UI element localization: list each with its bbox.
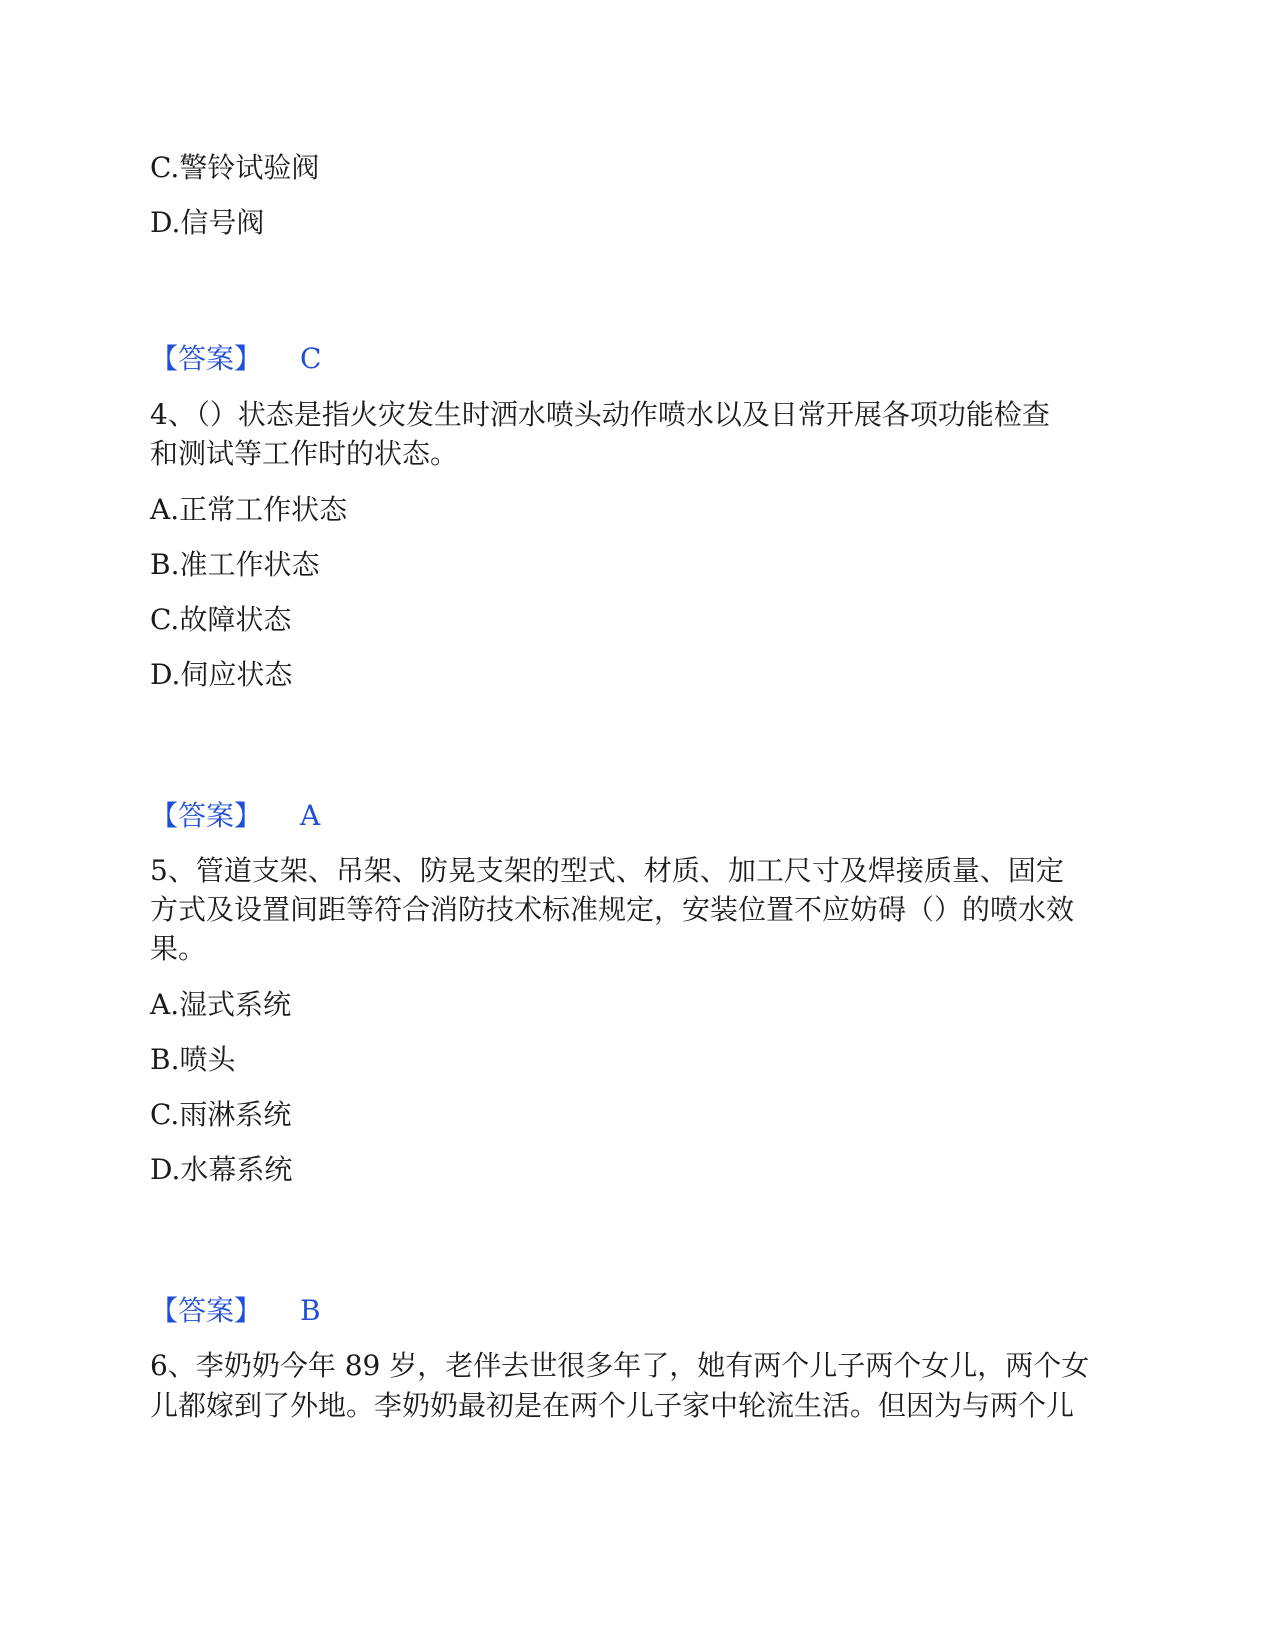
q4-option-a: A.正常工作状态 <box>150 493 348 526</box>
answer-label: 【答案】 <box>150 342 263 375</box>
answer-label: 【答案】 <box>150 799 263 832</box>
q6-stem-line-1: 6、李奶奶今年 89 岁，老伴去世很多年了，她有两个儿子两个女儿，两个女 <box>150 1349 1090 1382</box>
q5-option-b: B.喷头 <box>150 1043 236 1076</box>
q3-answer <box>150 339 321 379</box>
q4-option-c: C.故障状态 <box>150 603 292 636</box>
q4-stem-line-2: 和测试等工作时的状态。 <box>150 437 459 470</box>
q5-option-a: A.湿式系统 <box>150 988 292 1021</box>
q6-stem-line-2: 儿都嫁到了外地。李奶奶最初是在两个儿子家中轮流生活。但因为与两个儿 <box>150 1389 1075 1422</box>
q5-option-d: D.水幕系统 <box>150 1153 293 1186</box>
q4-stem-line-1: 4、（）状态是指火灾发生时洒水喷头动作喷水以及日常开展各项功能检查 <box>150 398 1050 431</box>
q5-option-c: C.雨淋系统 <box>150 1098 292 1131</box>
q4-option-d: D.伺应状态 <box>150 658 293 691</box>
answer-value: C <box>300 342 322 375</box>
answer-value: B <box>300 1294 321 1327</box>
q5-stem-line-3: 果。 <box>150 932 207 965</box>
q5-answer <box>150 1291 321 1331</box>
q4-answer <box>150 796 320 836</box>
q3-option-d: D.信号阀 <box>150 206 265 239</box>
q4-option-b: B.准工作状态 <box>150 548 320 581</box>
q5-stem-line-1: 5、管道支架、吊架、防晃支架的型式、材质、加工尺寸及焊接质量、固定 <box>150 854 1064 887</box>
q5-stem-line-2: 方式及设置间距等符合消防技术标准规定，安装位置不应妨碍（）的喷水效 <box>150 893 1075 926</box>
answer-value: A <box>300 799 321 832</box>
q3-option-c: C.警铃试验阀 <box>150 151 320 184</box>
answer-label: 【答案】 <box>150 1294 263 1327</box>
